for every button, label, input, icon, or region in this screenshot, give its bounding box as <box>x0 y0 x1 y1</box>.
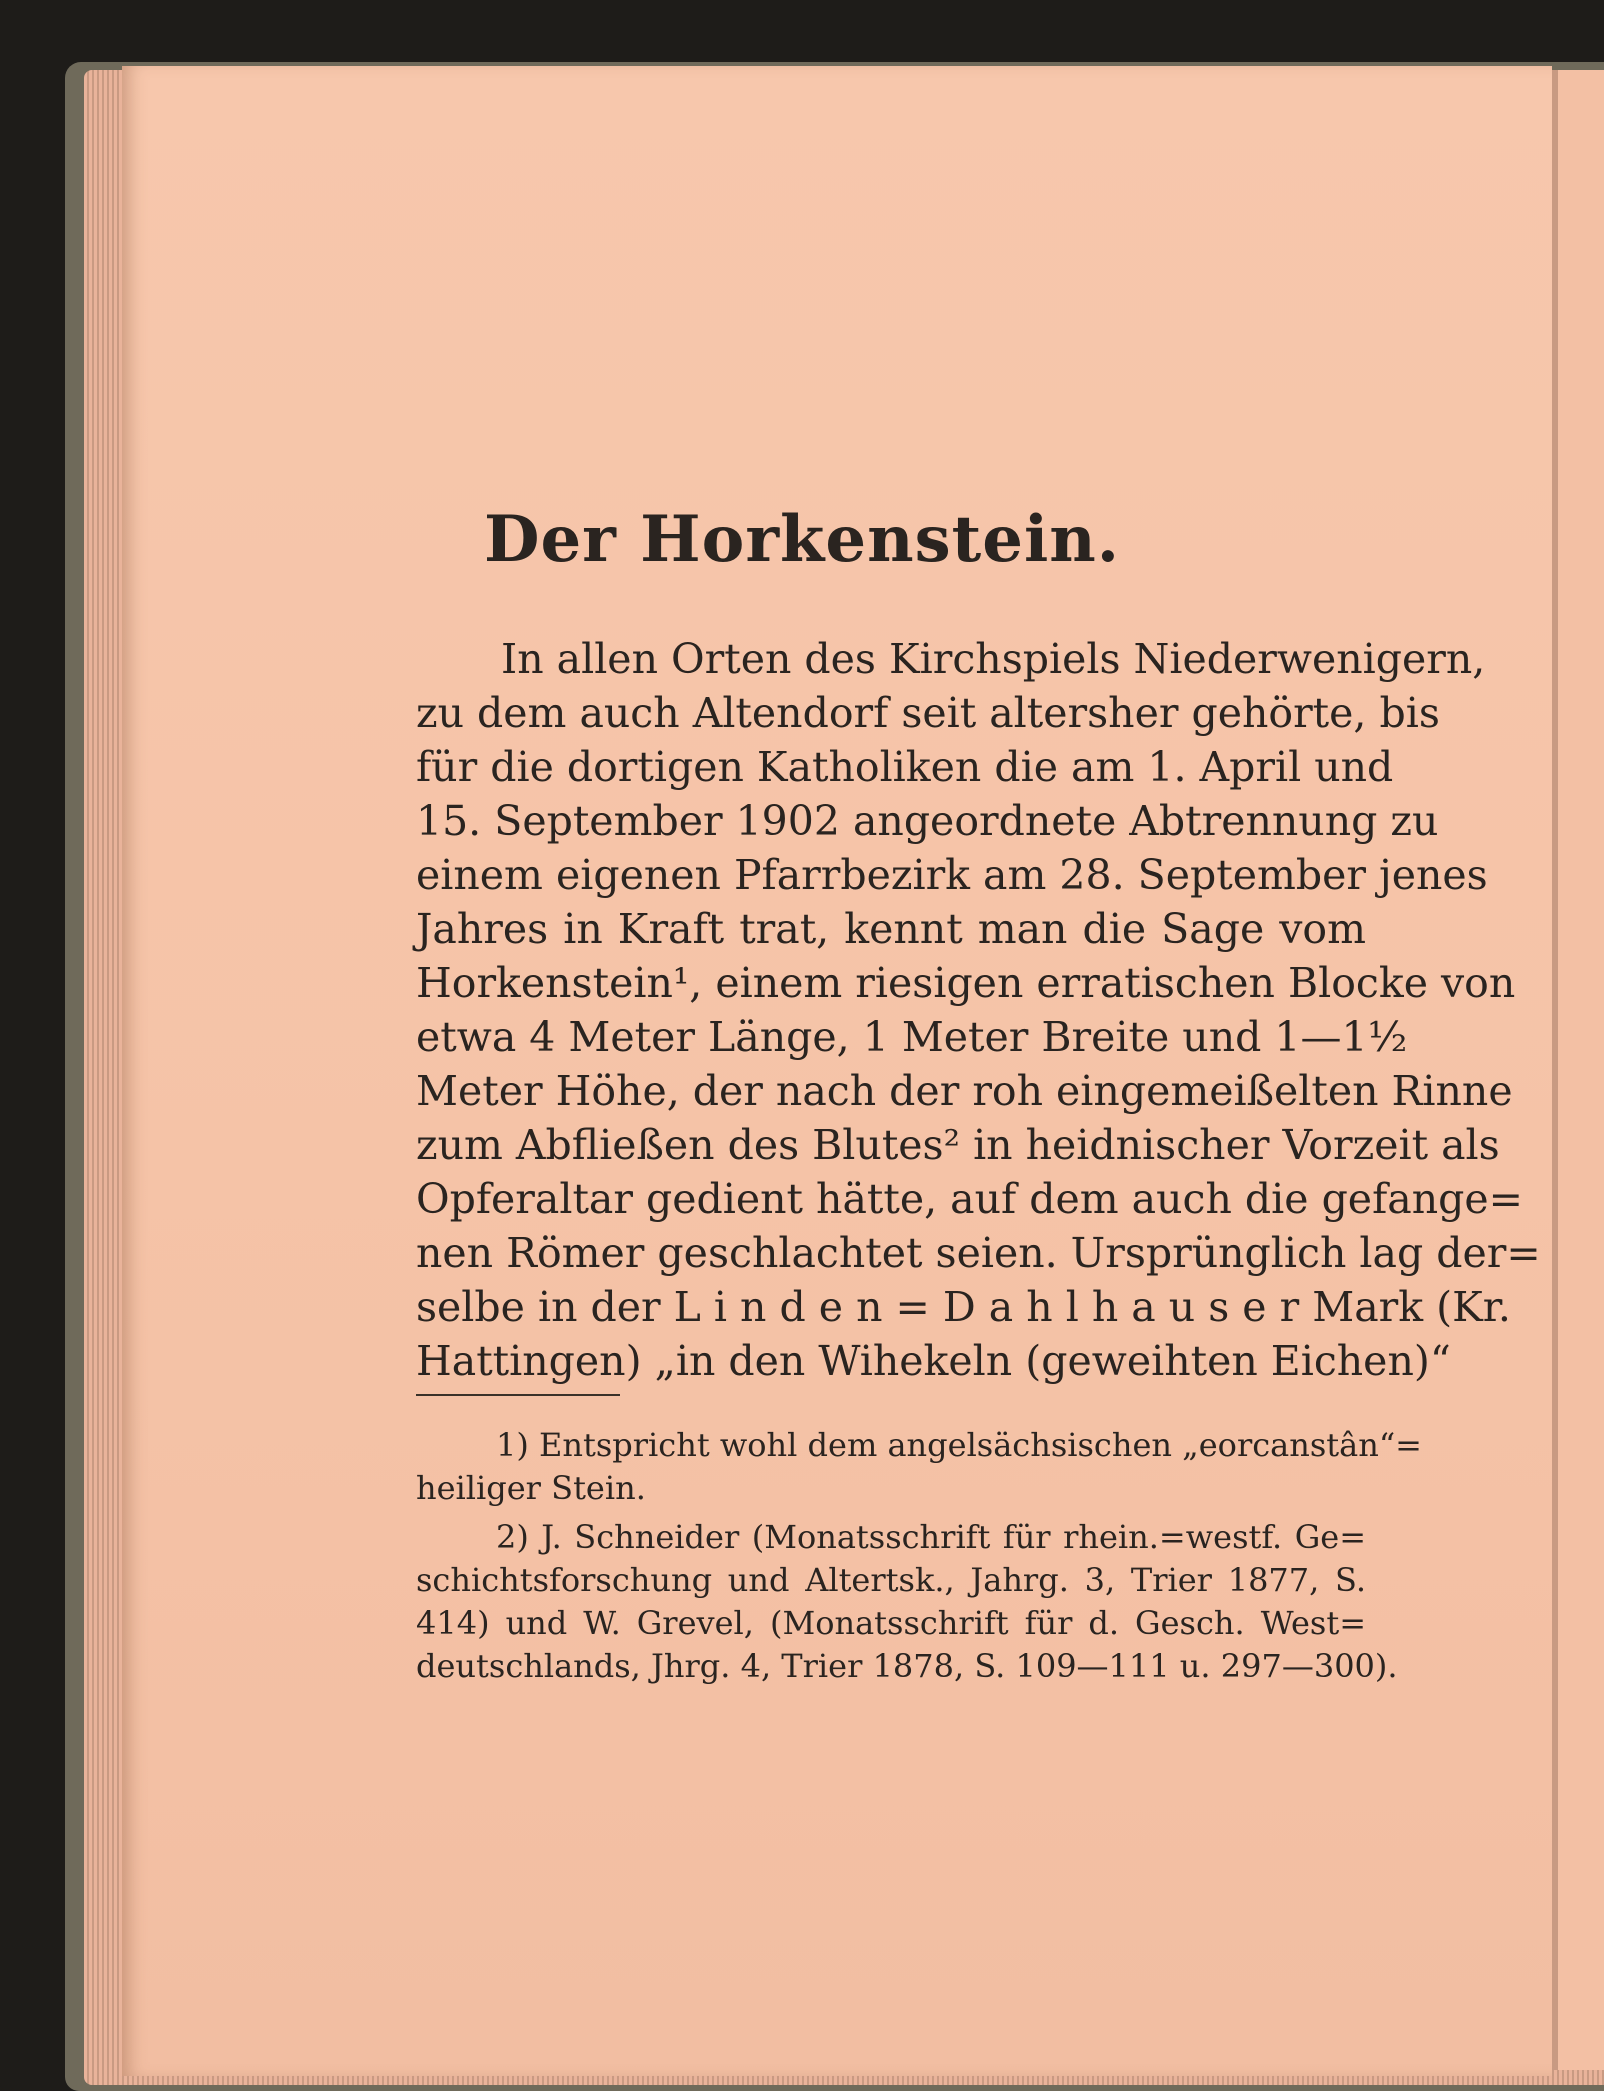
body-paragraph <box>416 632 1541 1388</box>
paragraph-line: Jahres in Kraft trat, kennt man die Sage vom <box>416 905 1366 953</box>
footnote-line: 414) und W. Grevel, (Monatsschrift für d. Gesch. West= <box>416 1604 1366 1642</box>
paragraph-line: 15. September 1902 angeordnete Abtrennung zu <box>416 797 1439 845</box>
paragraph-line: In allen Orten des Kirchspiels Niederwenigern, <box>501 635 1486 683</box>
footnote-line: schichtsforschung und Altertsk., Jahrg. 3, Trier 1877, S. <box>416 1561 1366 1599</box>
paragraph-line: Horkenstein¹, einem riesigen erratischen Blocke von <box>416 959 1516 1007</box>
paragraph-line: zu dem auch Altendorf seit altersher gehörte, bis <box>416 689 1440 737</box>
paragraph-line: für die dortigen Katholiken die am 1. April und <box>416 743 1394 791</box>
paragraph-line: etwa 4 Meter Länge, 1 Meter Breite und 1—1½ <box>416 1013 1408 1061</box>
footnote-line: heiliger Stein. <box>416 1469 646 1507</box>
paragraph-line: einem eigenen Pfarrbezirk am 28. September jenes <box>416 851 1488 899</box>
paragraph-line: Meter Höhe, der nach der roh eingemeißelten Rinne <box>416 1067 1513 1115</box>
footnote-line: 2) J. Schneider (Monatsschrift für rhein.=westf. Ge= <box>496 1518 1366 1556</box>
footnote-separator <box>416 1394 620 1396</box>
adjacent-page-edge <box>1552 70 1604 2070</box>
paragraph-line: Opferaltar gedient hätte, auf dem auch die gefange= <box>416 1175 1523 1223</box>
paragraph-line: Hattingen) „in den Wihekeln (geweihten Eichen)“ <box>416 1337 1451 1385</box>
footnote-1 <box>416 1424 1422 1510</box>
paragraph-line: selbe in der L i n d e n = D a h l h a u s e r Mark (Kr. <box>416 1283 1511 1331</box>
chapter-title: Der Horkenstein. <box>483 502 1121 577</box>
paragraph-line: nen Römer geschlachtet seien. Ursprünglich lag der= <box>416 1229 1541 1277</box>
paragraph-line: zum Abfließen des Blutes² in heidnischer Vorzeit als <box>416 1121 1500 1169</box>
footnote-line: 1) Entspricht wohl dem angelsächsischen „eorcanstân“= <box>496 1426 1422 1464</box>
footnote-2 <box>416 1516 1398 1688</box>
footnote-line: deutschlands, Jhrg. 4, Trier 1878, S. 109—111 u. 297—300). <box>416 1647 1398 1685</box>
